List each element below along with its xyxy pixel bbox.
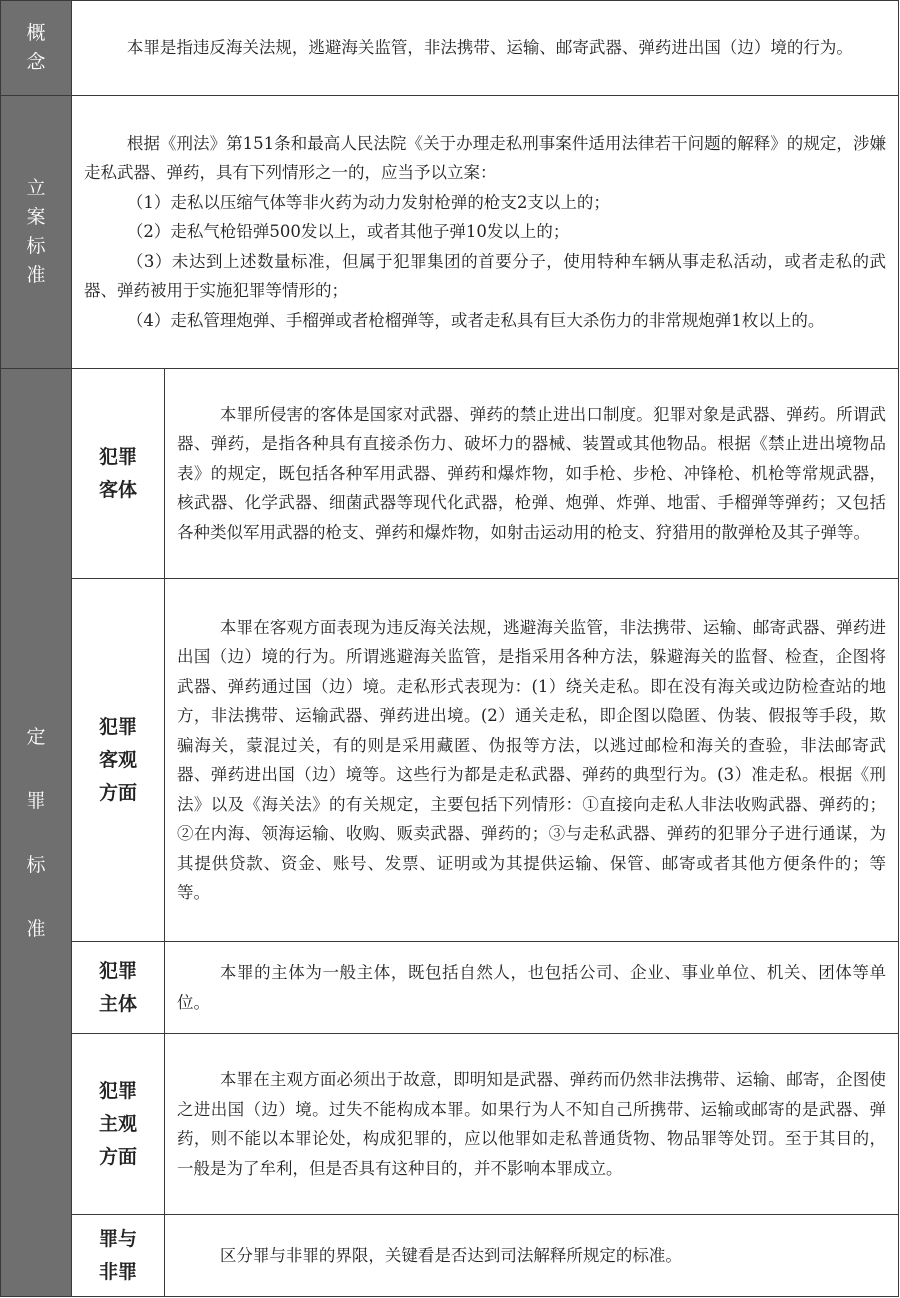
sublabel-objective-aspect: 犯罪客观方面 [72, 579, 165, 942]
label-conviction-standard: 定罪标准 [1, 369, 72, 1297]
row-objective-aspect [1, 579, 899, 942]
subjective-aspect-text: 本罪在主观方面必须出于故意，即明知是武器、弹药而仍然非法携带、运输、邮寄，企图使之进出国（边）境。过失不能构成本罪。如果行为人不知自己所携带、运输或邮寄的是武器、弹药，则不能以本罪论处，构成犯罪的，应以他罪如走私普通货物、物品罪等处罚。至于其目的，一般是为了牟利，但是否具有这种目的，并不影响本罪成立。 [177, 1070, 886, 1178]
objective-aspect-text: 本罪在客观方面表现为违反海关法规，逃避海关监管，非法携带、运输、邮寄武器、弹药进出国（边）境的行为。所谓逃避海关监管，是指采用各种方法，躲避海关的监督、检查，企图将武器、弹药通过国（边）境。走私形式表现为：(1）绕关走私。即在没有海关或边防检查站的地方，非法携带、运输武器、弹药进出境。(2）通关走私，即企图以隐匿、伪装、假报等手段，欺骗海关，蒙混过关，有的则是采用藏匿、伪报等方法，以逃过邮检和海关的查验，非法邮寄武器、弹药进出国（边）境等。这些行为都是走私武器、弹药的典型行为。(3）准走私。根据《刑法》以及《海关法》的有关规定，主要包括下列情形：①直接向走私人非法收购武器、弹药的；②在内海、领海运输、收购、贩卖武器、弹药的；③与走私武器、弹药的犯罪分子进行通谋，为其提供贷款、资金、账号、发票、证明或为其提供运输、保管、邮寄或者其他方便条件的；等等。 [177, 617, 886, 902]
row-criminal-subject [1, 942, 899, 1034]
row-criminal-object [1, 369, 899, 579]
filing-paragraph: （1）走私以压缩气体等非火药为动力发射枪弹的枪支2支以上的； [126, 192, 610, 212]
crime-distinction-text-cell [165, 1215, 899, 1297]
criminal-object-text-cell [165, 369, 899, 579]
label-filing-standard: 立案标准 [1, 96, 72, 369]
row-concept [1, 1, 899, 96]
sublabel-crime-distinction: 罪与非罪 [72, 1215, 165, 1297]
sublabel-criminal-subject: 犯罪主体 [72, 942, 165, 1034]
criminal-subject-text: 本罪的主体为一般主体，既包括自然人，也包括公司、企业、事业单位、机关、团体等单位。 [177, 963, 886, 1012]
crime-distinction-text: 区分罪与非罪的界限，关键看是否达到司法解释所规定的标准。 [219, 1245, 682, 1265]
sublabel-criminal-object: 犯罪客体 [72, 369, 165, 579]
sublabel-subjective-aspect: 犯罪主观方面 [72, 1034, 165, 1215]
subjective-aspect-text-cell [165, 1034, 899, 1215]
concept-text-cell [72, 1, 899, 96]
filing-paragraph: （3）未达到上述数量标准，但属于犯罪集团的首要分子，使用特种车辆从事走私活动，或者走私的武器、弹药被用于实施犯罪等情形的； [84, 251, 886, 301]
criminal-object-text: 本罪所侵害的客体是国家对武器、弹药的禁止进出口制度。犯罪对象是武器、弹药。所谓武器、弹药，是指各种具有直接杀伤力、破坏力的器械、装置或其他物品。根据《禁止进出境物品表》的规定，既包括各种军用武器、弹药和爆炸物，如手枪、步枪、冲锋枪、机枪等常规武器，核武器、化学武器、细菌武器等现代化武器，枪弹、炮弹、炸弹、地雷、手榴弹等弹药；又包括各种类似军用武器的枪支、弹药和爆炸物，如射击运动用的枪支、狩猎用的散弹枪及其子弹等。 [177, 404, 886, 542]
row-subjective-aspect [1, 1034, 899, 1215]
row-crime-distinction [1, 1215, 899, 1297]
label-concept: 概念 [1, 1, 72, 96]
criminal-subject-text-cell [165, 942, 899, 1034]
objective-aspect-text-cell [165, 579, 899, 942]
filing-paragraph: 根据《刑法》第151条和最高人民法院《关于办理走私刑事案件适用法律若干问题的解释》的规定，涉嫌走私武器、弹药，具有下列情形之一的，应当予以立案： [84, 133, 886, 183]
filing-paragraph: （4）走私管理炮弹、手榴弹或者枪榴弹等，或者走私具有巨大杀伤力的非常规炮弹1枚以上的。 [126, 310, 825, 330]
row-filing-standard [1, 96, 899, 369]
concept-text: 本罪是指违反海关法规，逃避海关监管，非法携带、运输、邮寄武器、弹药进出国（边）境的行为。 [126, 38, 853, 58]
filing-paragraph: （2）走私气枪铅弹500发以上，或者其他子弹10发以上的； [126, 222, 570, 242]
filing-text-cell [72, 96, 899, 369]
